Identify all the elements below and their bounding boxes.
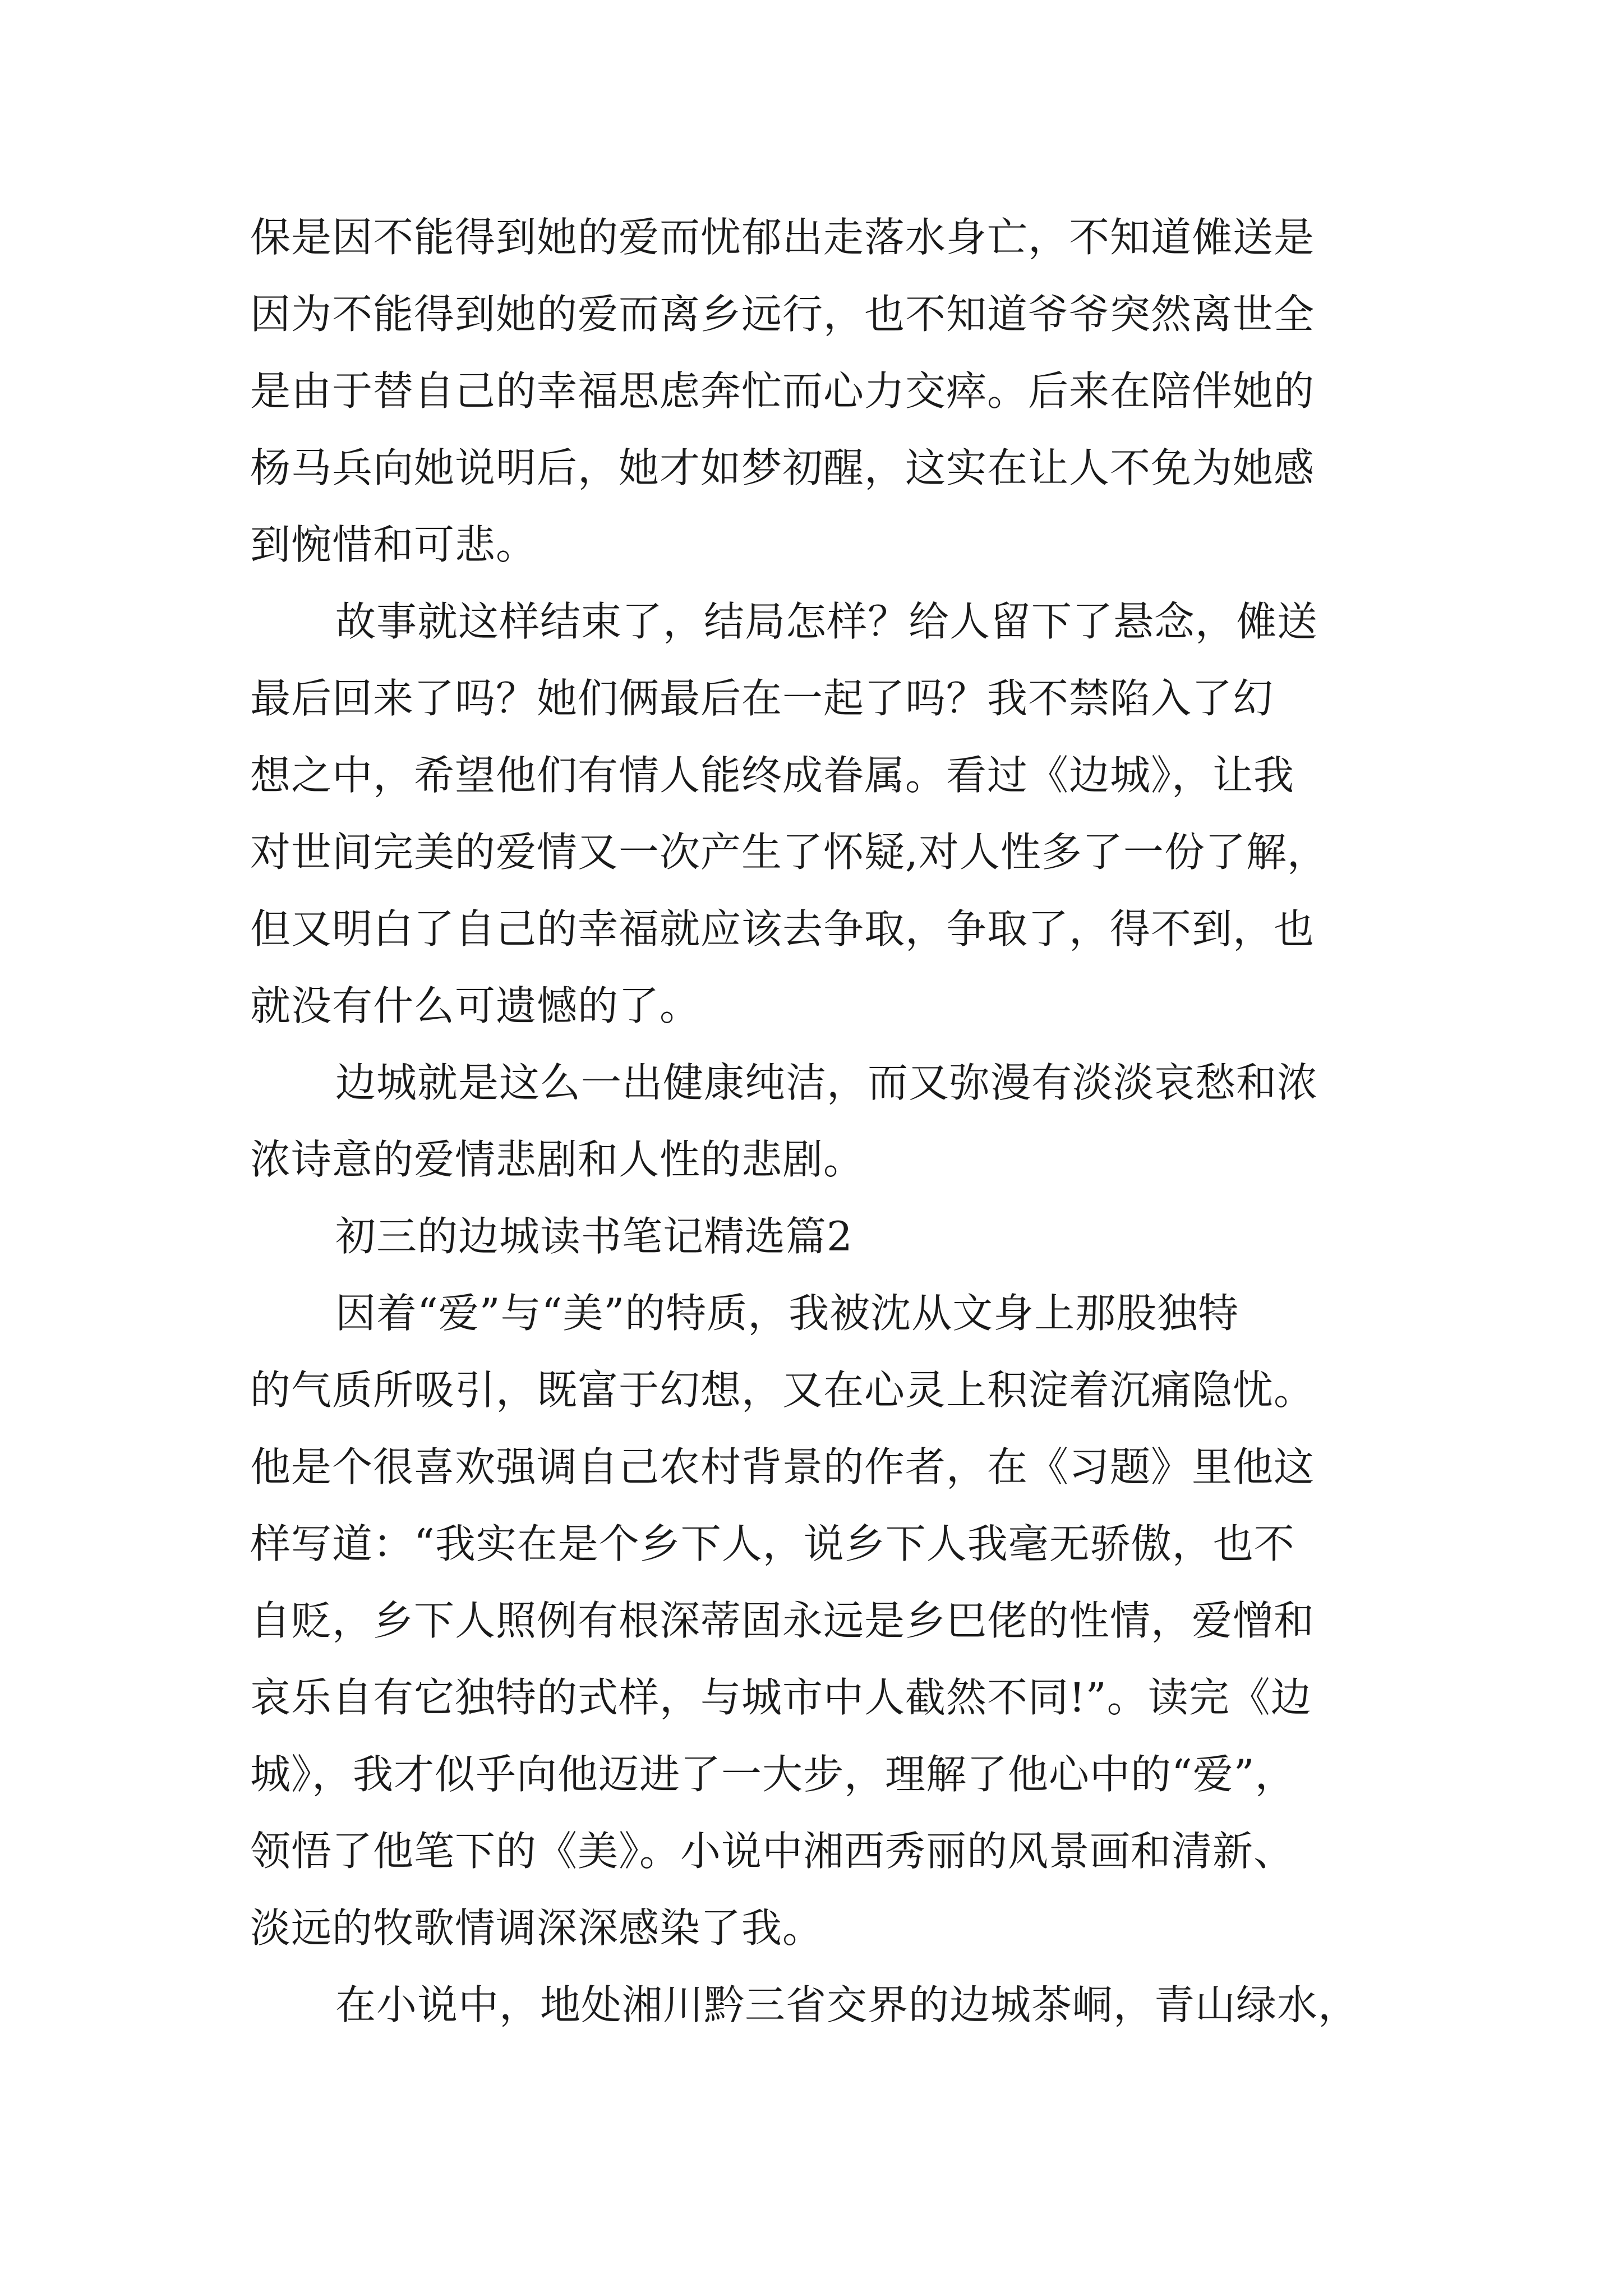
text-line: 淡远的牧歌情调深深感染了我。 [250, 1904, 824, 1952]
text-line: 边城就是这么一出健康纯洁，而又弥漫有淡淡哀愁和浓 [335, 1059, 1318, 1106]
text-line: 最后回来了吗？她们俩最后在一起了吗？我不禁陷入了幻 [250, 675, 1274, 722]
text-line: 城》，我才似乎向他迈进了一大步，理解了他心中的“爱”， [250, 1751, 1296, 1798]
text-line: 对世间完美的爱情又一次产生了怀疑,对人性多了一份了解， [250, 829, 1328, 876]
section-heading: 初三的边城读书笔记精选篇2 [335, 1213, 853, 1260]
text-line: 领悟了他笔下的《美》。小说中湘西秀丽的风景画和清新、 [250, 1828, 1295, 1875]
text-line: 他是个很喜欢强调自己农村背景的作者，在《习题》里他这 [250, 1443, 1315, 1490]
text-line: 样写道：“我实在是个乡下人，说乡下人我毫无骄傲，也不 [250, 1520, 1295, 1567]
text-line: 就没有什么可遗憾的了。 [250, 982, 701, 1029]
text-line: 浓诗意的爱情悲剧和人性的悲剧。 [250, 1136, 865, 1183]
text-line: 到惋惜和可悲。 [250, 521, 537, 568]
text-line: 但又明白了自己的幸福就应该去争取，争取了，得不到，也 [250, 905, 1315, 953]
text-line: 是由于替自己的幸福思虑奔忙而心力交瘁。后来在陪伴她的 [250, 367, 1315, 415]
text-line: 在小说中，地处湘川黔三省交界的边城茶峒，青山绿水， [335, 1981, 1359, 2028]
text-line: 因为不能得到她的爱而离乡远行，也不知道爷爷突然离世全 [250, 291, 1315, 338]
text-line: 想之中，希望他们有情人能终成眷属。看过《边城》，让我 [250, 752, 1295, 799]
text-line: 的气质所吸引，既富于幻想，又在心灵上积淀着沉痛隐忧。 [250, 1366, 1315, 1414]
text-line: 杨马兵向她说明后，她才如梦初醒，这实在让人不免为她感 [250, 444, 1315, 491]
text-line: 因着“爱”与“美”的特质，我被沈从文身上那股独特 [335, 1290, 1239, 1337]
text-line: 自贬，乡下人照例有根深蒂固永远是乡巴佬的性情，爱憎和 [250, 1597, 1315, 1644]
text-line: 保是因不能得到她的爱而忧郁出走落水身亡，不知道傩送是 [250, 214, 1315, 261]
text-line: 哀乐自有它独特的式样，与城市中人截然不同!”。读完《边 [250, 1674, 1312, 1721]
text-line: 故事就这样结束了，结局怎样？给人留下了悬念，傩送 [335, 598, 1318, 645]
